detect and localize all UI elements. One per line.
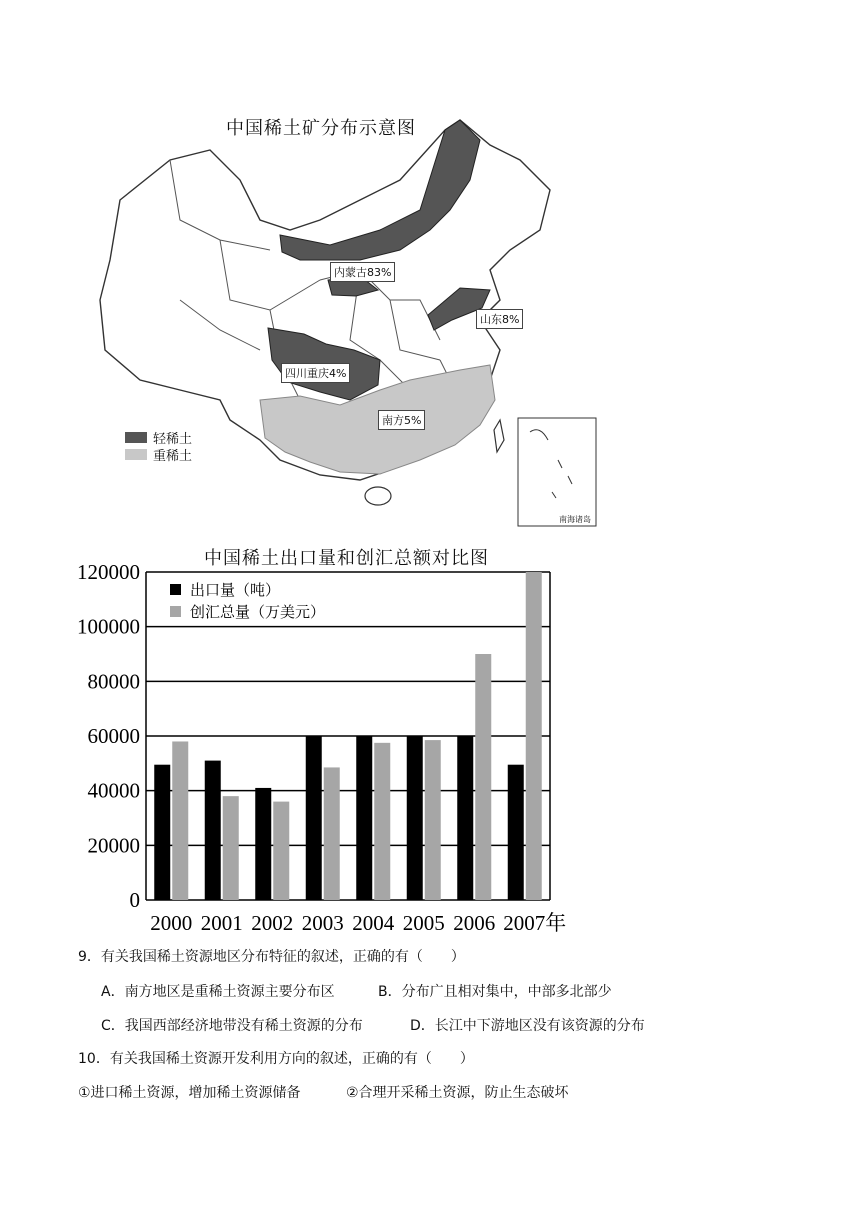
legend-heavy-label: 重稀土 [153,449,193,464]
q10-item-1: ①进口稀土资源，增加稀土资源储备 [78,1085,301,1101]
q9-option-b: B．分布广且相对集中，中部多北部少 [378,984,612,1000]
x-tick-label: 2001 [200,911,243,935]
legend-light-label: 轻稀土 [153,432,193,447]
y-tick-label: 120000 [77,560,140,584]
y-tick-label: 0 [129,888,140,912]
bar-export-volume [508,765,524,900]
bar-export-revenue [526,572,542,900]
q9-option-d: D．长江中下游地区没有该资源的分布 [410,1018,645,1034]
bar-export-volume [356,736,372,900]
bar-export-volume [154,765,170,900]
bar-export-revenue [425,740,441,900]
export-bar-chart [60,560,580,935]
x-tick-label: 2005 [402,911,445,935]
x-tick-label: 2004 [352,911,395,935]
label-south: 南方5% [378,410,425,430]
rare-earth-distribution-map [60,100,620,530]
x-tick-label: 2003 [301,911,344,935]
y-tick-label: 100000 [77,614,140,639]
legend-label: 出口量（吨） [190,581,281,599]
label-inner-mongolia: 内蒙古83% [330,262,395,282]
map-title: 中国稀土矿分布示意图 [226,118,416,139]
bar-export-volume [205,761,221,900]
label-shandong: 山东8% [476,309,523,329]
bar-export-revenue [374,743,390,900]
bar-export-revenue [223,796,239,900]
y-tick-label: 80000 [87,669,140,694]
legend-heavy [125,445,192,464]
y-tick-label: 40000 [87,778,140,803]
q9-stem: 9．有关我国稀土资源地区分布特征的叙述，正确的有（ ） [78,949,465,965]
legend-light-swatch [125,432,147,443]
taiwan-island [494,420,504,452]
chart-title: 中国稀土出口量和创汇总额对比图 [204,548,489,569]
x-tick-label: 2000 [150,911,193,935]
legend-heavy-swatch [125,449,147,460]
legend-swatch [170,606,181,617]
x-tick-label: 2006 [453,911,496,935]
x-tick-label: 2002 [251,911,294,935]
y-tick-label: 60000 [87,724,140,748]
bar-export-volume [407,736,423,900]
hainan-island [365,487,391,505]
x-tick-label: 2007年 [503,911,567,935]
bar-export-revenue [273,802,289,900]
bar-export-volume [255,788,271,900]
bar-export-volume [457,736,473,900]
label-sichuan: 四川重庆4% [281,363,350,383]
q9-option-a: A．南方地区是重稀土资源主要分布区 [101,984,335,1000]
bar-export-revenue [324,767,340,900]
bar-export-revenue [172,741,188,900]
inset-label: 南海诸岛 [559,515,591,524]
legend-swatch [170,584,181,595]
bar-export-volume [306,736,322,900]
legend-label: 创汇总量（万美元） [190,603,326,621]
bar-export-revenue [475,654,491,900]
south-china-sea-inset [518,418,596,526]
y-tick-label: 20000 [87,833,140,858]
q10-stem: 10．有关我国稀土资源开发利用方向的叙述，正确的有（ ） [78,1051,474,1067]
q9-option-c: C．我国西部经济地带没有稀土资源的分布 [101,1018,363,1034]
q10-item-2: ②合理开采稀土资源，防止生态破坏 [346,1085,569,1101]
china-map-graphic [60,100,620,530]
